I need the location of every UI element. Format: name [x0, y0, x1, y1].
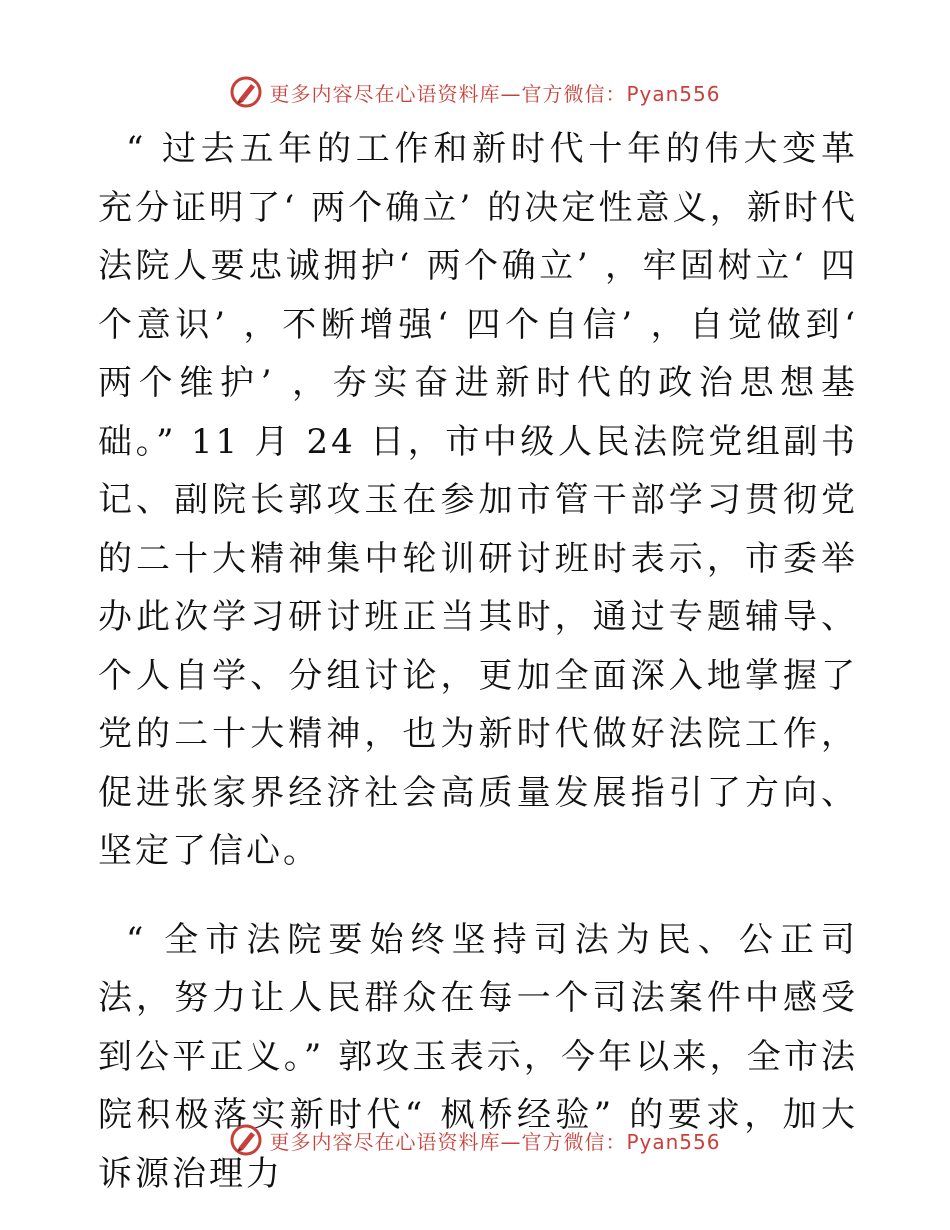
paragraph-2: “ 全市法院要始终坚持司法为民、公正司法，努力让人民群众在每一个司法案件中感受到公平正义。” 郭攻玉表示，今年以来，全市法院积极落实新时代“ 枫桥经验” 的要求，加大诉源治理力	[98, 919, 858, 1194]
paragraph-1: “ 过去五年的工作和新时代十年的伟大变革充分证明了‘ 两个确立’ 的决定性意义，新时代法院人要忠诚拥护‘ 两个确立’ ，牢固树立‘ 四个意识’ ，不断增强‘ 四个自信’ ，自觉做到‘ 两个维护’ ，夯实奋进新时代的政治思想基础。” 11 月 24 日，市中级人民法院党组副书记、副院长郭攻玉在参加市管干部学习贯彻党的二十大精神集中轮训研讨班时表示，市委举办此次学习研讨班正当其时，通过专题辅导、个人自学、分组讨论，更加全面深入地掌握了党的二十大精神，也为新时代做好法院工作，促进张家界经济社会高质量发展指引了方向、坚定了信心。	[98, 129, 858, 871]
footer-banner	[0, 1120, 950, 1160]
header-banner-text: 更多内容尽在心语资料库—官方微信：Pyan556	[269, 81, 721, 106]
footer-banner-text: 更多内容尽在心语资料库—官方微信：Pyan556	[269, 1129, 721, 1154]
header-banner	[0, 72, 950, 112]
pen-logo-icon	[229, 1123, 263, 1157]
pen-logo-icon	[229, 75, 263, 109]
document-body	[98, 120, 858, 1203]
